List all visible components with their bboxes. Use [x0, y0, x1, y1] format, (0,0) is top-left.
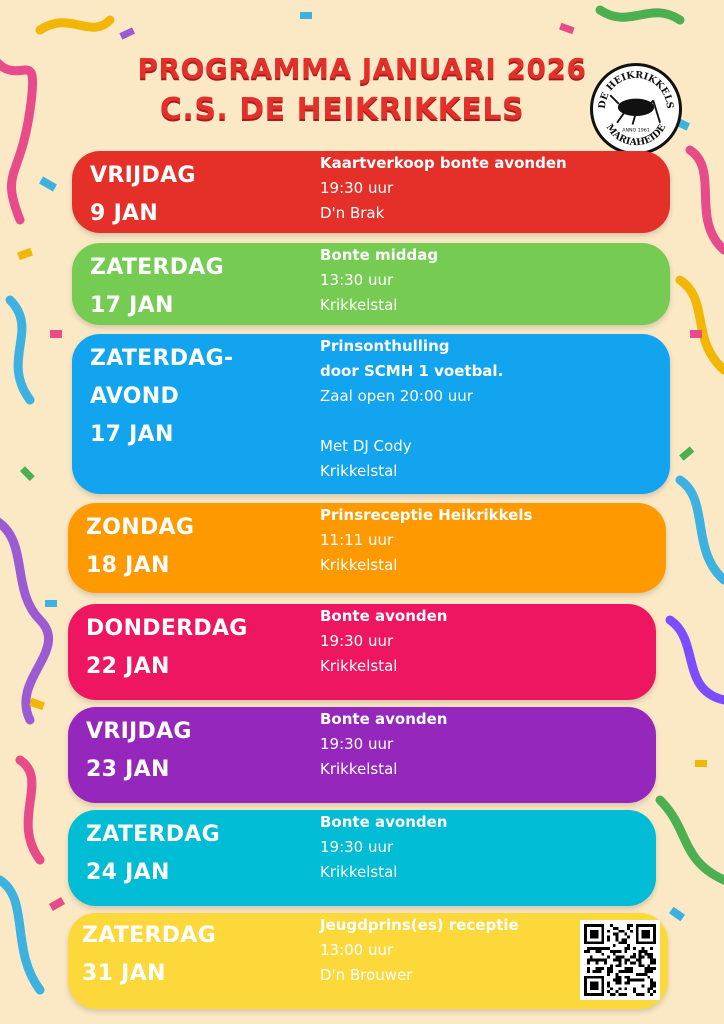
event-info	[320, 503, 650, 578]
event-day: 17 JAN	[90, 293, 174, 318]
event-date	[82, 917, 216, 993]
event-title: Prinsreceptie Heikrikkels	[320, 506, 533, 524]
event-detail: Met DJ Cody	[320, 437, 412, 455]
event-weekday: DONDERDAG	[86, 616, 248, 641]
event-location: D'n Brouwer	[320, 966, 413, 984]
page-subtitle: C.S. DE HEIKRIKKELS	[159, 92, 525, 127]
event-time: 11:11 uur	[320, 531, 394, 549]
event-time: 19:30 uur	[320, 735, 394, 753]
event-title: Bonte avonden	[320, 710, 448, 728]
event-time: 19:30 uur	[320, 179, 394, 197]
event-card	[68, 810, 656, 906]
event-time: Zaal open 20:00 uur	[320, 387, 473, 405]
event-weekday: VRIJDAG	[86, 719, 192, 744]
event-title: Bonte middag	[320, 246, 439, 264]
event-day: 24 JAN	[86, 860, 170, 885]
heikrikkels-logo	[590, 63, 682, 155]
event-weekday: ZONDAG	[86, 515, 195, 540]
event-card	[72, 334, 670, 494]
event-time: 13:30 uur	[320, 271, 394, 289]
event-date	[86, 509, 194, 585]
event-title: Jeugdprins(es) receptie	[320, 916, 519, 934]
event-card	[72, 243, 670, 325]
event-day: 9 JAN	[90, 201, 159, 226]
logo-top-text: DE HEIKRIKKELS	[596, 69, 676, 110]
event-day: 23 JAN	[86, 757, 170, 782]
event-weekday: ZATERDAG	[86, 822, 220, 847]
event-location: Krikkelstal	[320, 462, 398, 480]
event-card	[68, 604, 656, 700]
event-title: Bonte avonden	[320, 813, 448, 831]
event-weekday: VRIJDAG	[90, 163, 196, 188]
event-title: Prinsonthulling	[320, 337, 450, 355]
event-location: Krikkelstal	[320, 556, 398, 574]
event-location: D'n Brak	[320, 204, 385, 222]
event-title: Kaartverkoop bonte avonden	[320, 154, 567, 172]
event-day: 17 JAN	[90, 422, 174, 447]
event-time: 19:30 uur	[320, 838, 394, 856]
event-date	[86, 713, 192, 789]
logo-year-text: ANNO 1961	[622, 128, 650, 134]
event-info	[320, 604, 650, 679]
event-location: Krikkelstal	[320, 657, 398, 675]
svg-text:MARIAHEIDE	[604, 122, 669, 148]
event-info	[320, 707, 650, 782]
event-title: Bonte avonden	[320, 607, 448, 625]
event-info	[320, 334, 650, 484]
qr-code-icon[interactable]	[580, 920, 660, 1000]
event-weekday: ZATERDAG-	[90, 346, 234, 371]
event-date	[90, 157, 196, 233]
grasshopper-icon	[610, 95, 660, 124]
event-date	[86, 816, 220, 892]
event-day: 22 JAN	[86, 654, 170, 679]
event-card	[68, 707, 656, 803]
event-location: Krikkelstal	[320, 760, 398, 778]
event-time: 19:30 uur	[320, 632, 394, 650]
event-card	[68, 503, 666, 593]
event-location: Krikkelstal	[320, 296, 398, 314]
event-weekday-part: AVOND	[90, 384, 180, 409]
event-location: Krikkelstal	[320, 863, 398, 881]
event-info	[320, 243, 650, 318]
event-card	[72, 151, 670, 233]
event-info	[320, 810, 650, 885]
event-weekday: ZATERDAG	[90, 255, 224, 280]
event-info	[320, 151, 650, 226]
event-time: 13:00 uur	[320, 941, 394, 959]
event-day: 18 JAN	[86, 553, 170, 578]
page-title: PROGRAMMA JANUARI 2026	[137, 52, 587, 85]
event-date	[90, 249, 224, 325]
event-weekday: ZATERDAG	[82, 923, 216, 948]
event-date	[86, 610, 248, 686]
logo-bottom-text: MARIAHEIDE	[603, 122, 669, 149]
event-date	[90, 340, 233, 454]
event-title-line2: door SCMH 1 voetbal.	[320, 362, 504, 380]
event-day: 31 JAN	[82, 961, 166, 986]
event-card	[68, 913, 668, 1009]
event-spacer	[320, 409, 650, 434]
